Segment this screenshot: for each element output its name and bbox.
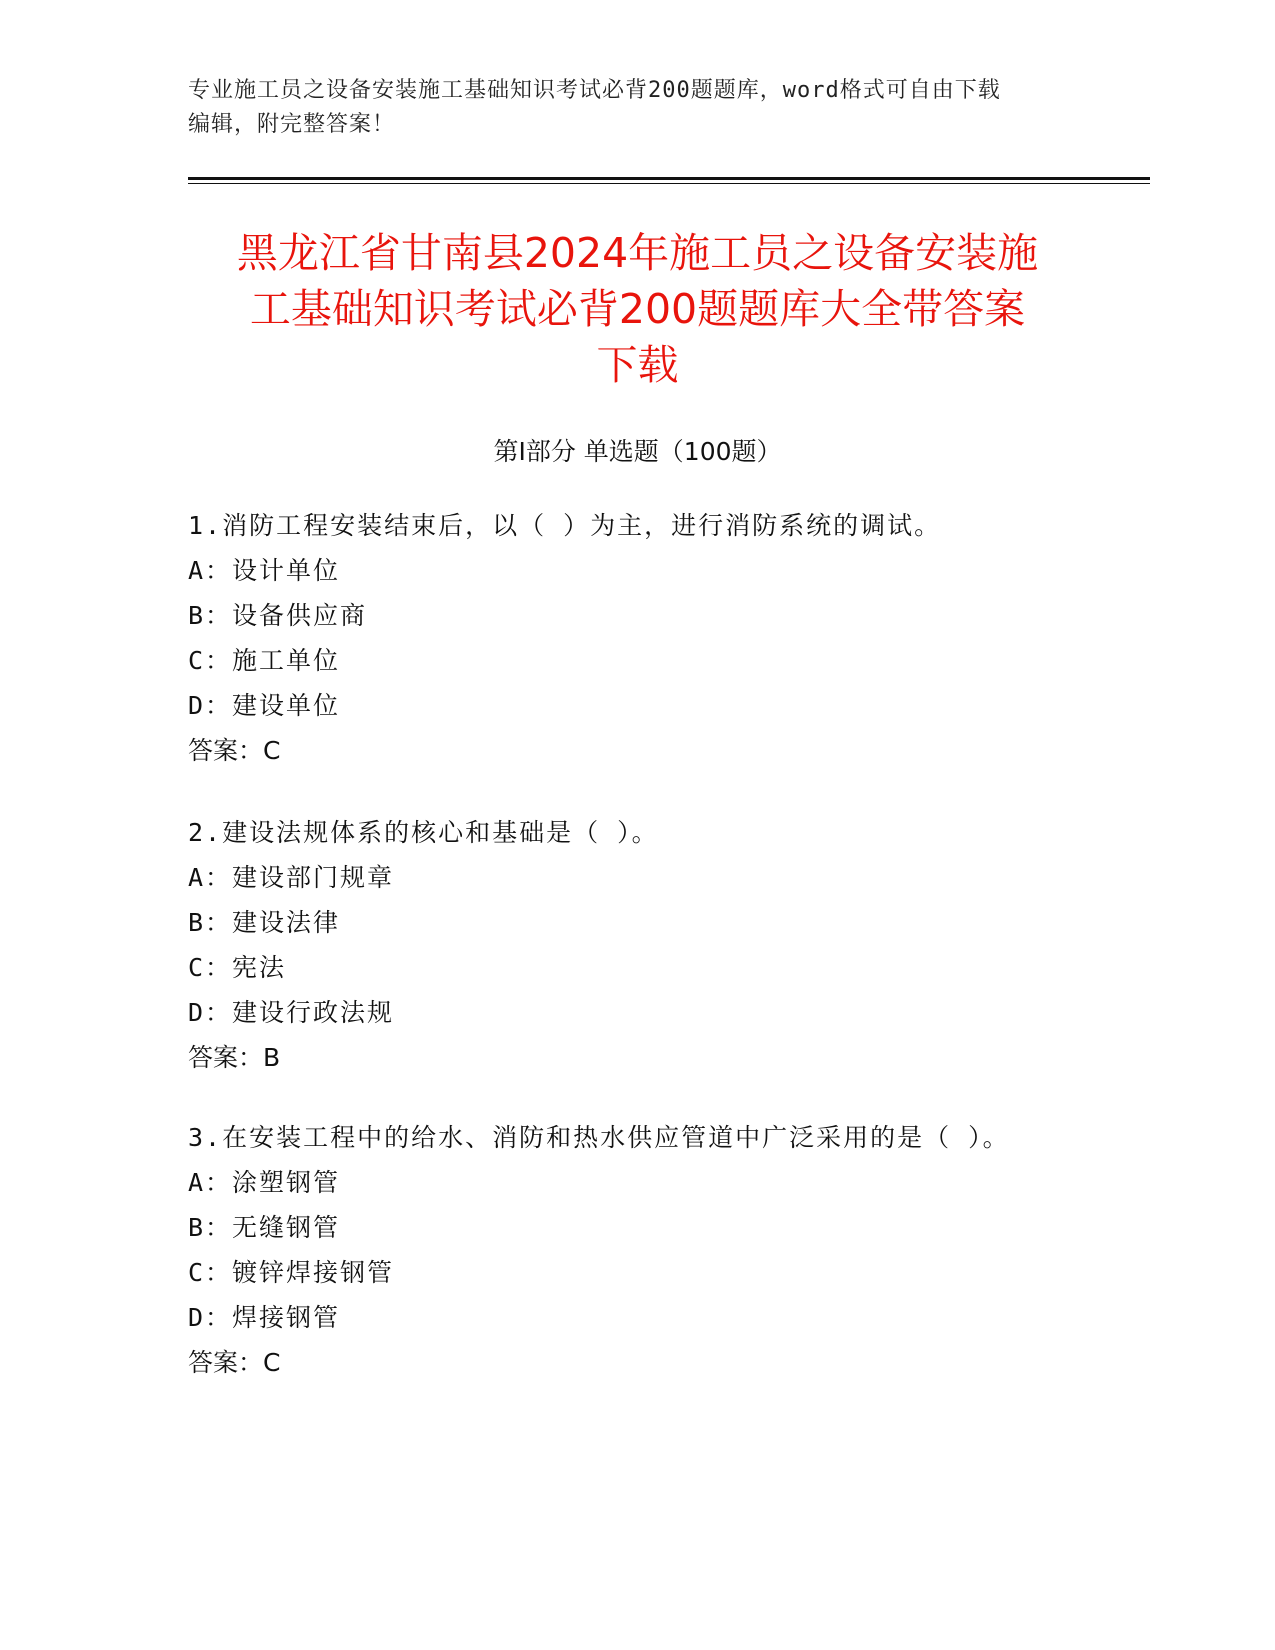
title-line-1: 黑龙江省甘南县2024年施工员之设备安装施 [236, 229, 1039, 277]
option-c: C：施工单位 [188, 646, 341, 675]
question-stem: 1.消防工程安装结束后，以（ ）为主，进行消防系统的调试。 [188, 511, 942, 540]
option-a: A：建设部门规章 [188, 863, 395, 892]
answer-line: 答案：C [188, 736, 281, 765]
title-line-2: 工基础知识考试必背200题题库大全带答案 [249, 285, 1026, 333]
option-b: B：建设法律 [188, 908, 341, 937]
header-note [188, 74, 1088, 142]
title-line-3: 下载 [596, 341, 679, 389]
option-c: C：宪法 [188, 953, 287, 982]
answer-line: 答案：C [188, 1348, 281, 1377]
question-stem: 3.在安装工程中的给水、消防和热水供应管道中广泛采用的是（ ）。 [188, 1123, 1010, 1152]
question-1 [188, 503, 1148, 773]
header-note-line-1: 专业施工员之设备安装施工基础知识考试必背200题题库，word格式可自由下载 [188, 78, 1001, 103]
option-c: C：镀锌焊接钢管 [188, 1258, 395, 1287]
answer-line: 答案：B [188, 1043, 281, 1072]
question-3 [188, 1115, 1148, 1385]
option-a: A：设计单位 [188, 556, 341, 585]
option-b: B：设备供应商 [188, 601, 368, 630]
document-title [175, 225, 1100, 393]
question-stem: 2.建设法规体系的核心和基础是（ ）。 [188, 818, 659, 847]
option-d: D：建设单位 [188, 691, 341, 720]
header-divider-thick [188, 177, 1150, 180]
header-note-line-2: 编辑，附完整答案！ [188, 112, 396, 137]
option-d: D：焊接钢管 [188, 1303, 341, 1332]
option-d: D：建设行政法规 [188, 998, 395, 1027]
option-b: B：无缝钢管 [188, 1213, 341, 1242]
header-divider-thin [188, 183, 1150, 184]
option-a: A：涂塑钢管 [188, 1168, 341, 1197]
question-2 [188, 810, 1148, 1080]
section-heading: 第Ⅰ部分 单选题（100题） [493, 437, 782, 466]
